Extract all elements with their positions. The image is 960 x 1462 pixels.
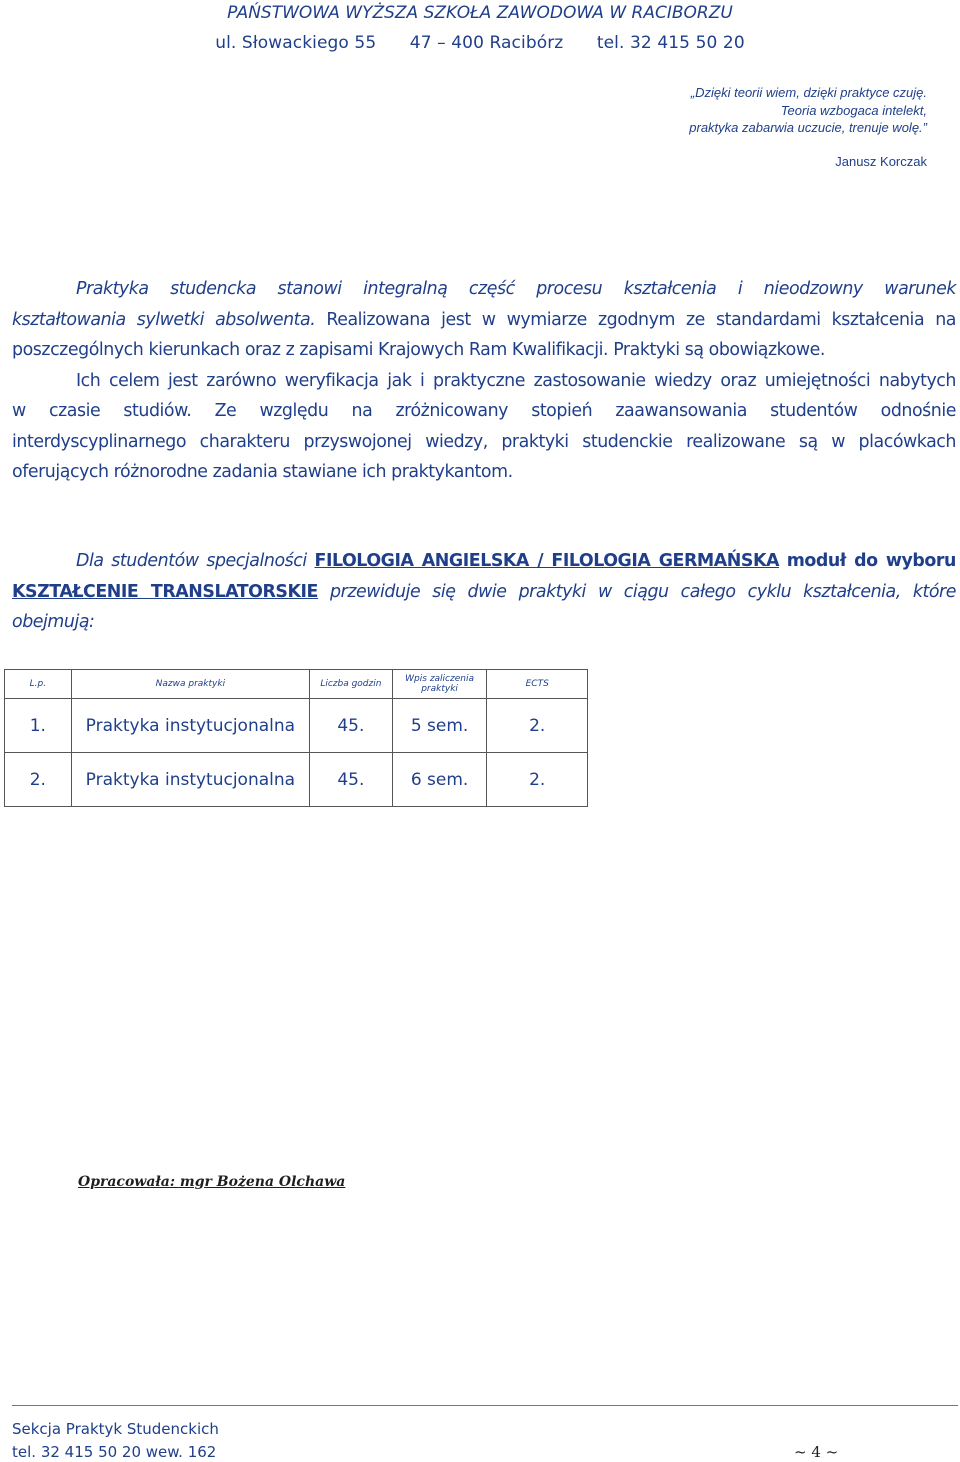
cell-entry: 6 sem. — [392, 753, 487, 807]
header-entry: Wpis zaliczenia praktyki — [392, 670, 487, 699]
header-lp: L.p. — [5, 670, 72, 699]
address-street: ul. Słowackiego 55 — [215, 33, 377, 53]
intro-line-2a: kształtowania sylwetki absolwenta. — [12, 309, 316, 330]
intro-paragraph — [12, 274, 956, 488]
specialty-post: przewiduje się dwie praktyki w ciągu całego cyklu kształcenia, które — [318, 581, 956, 602]
cell-hours: 45. — [310, 699, 393, 753]
cell-hours: 45. — [310, 753, 393, 807]
cell-lp: 1. — [5, 699, 72, 753]
header-ects: ECTS — [487, 670, 588, 699]
specialty-line-3: obejmują: — [12, 612, 95, 632]
intro-line-2 — [12, 305, 956, 336]
address-phone: tel. 32 415 50 20 — [596, 33, 745, 53]
specialty-paragraph — [12, 546, 956, 638]
intro-line-5: w czasie studiów. Ze względu na zróżnicowany stopień zaawansowania studentów odnośnie — [12, 401, 956, 421]
intro-line-2b: Realizowana jest w wymiarze zgodnym ze standardami kształcenia na — [315, 309, 956, 330]
intro-line-6: interdyscyplinarnego charakteru przyswojonej wiedzy, praktyki studenckie realizowane są w placówkach — [12, 431, 956, 452]
specialty-pre: Dla studentów specjalności — [76, 551, 315, 571]
internship-table — [4, 669, 588, 807]
cell-ects: 2. — [487, 699, 588, 753]
school-name: PAŃSTWOWA WYŻSZA SZKOŁA ZAWODOWA W RACIBORZU — [227, 3, 733, 23]
intro-line-1: Praktyka studencka stanowi integralną część procesu kształcenia i nieodzowny warunek — [76, 279, 956, 299]
quote-line-2: Teoria wzbogaca intelekt, — [780, 102, 927, 118]
footer-divider — [12, 1405, 958, 1406]
header-hours: Liczba godzin — [310, 670, 393, 699]
school-address — [0, 33, 960, 53]
motto-quote — [689, 84, 927, 137]
page-number: ~ 4 ~ — [794, 1443, 839, 1461]
footer-phone: tel. 32 415 50 20 wew. 162 — [12, 1443, 217, 1461]
specialty-name-2: KSZTAŁCENIE TRANSLATORSKIE — [12, 581, 318, 602]
intro-line-7: oferujących różnorodne zadania stawiane ich praktykantom. — [12, 462, 513, 482]
intro-line-4: Ich celem jest zarówno weryfikacja jak i praktyczne zastosowanie wiedzy oraz umiejętności nabytych — [76, 370, 956, 391]
table-row — [5, 753, 588, 807]
specialty-module: moduł do wyboru — [786, 551, 956, 571]
cell-entry: 5 sem. — [392, 699, 487, 753]
intro-line-3: poszczególnych kierunkach oraz z zapisami Krajowych Ram Kwalifikacji. Praktyki są obowiązkowe. — [12, 340, 825, 360]
footer-section: Sekcja Praktyk Studenckich — [12, 1420, 219, 1438]
author-signature: Opracowała: mgr Bożena Olchawa — [78, 1174, 346, 1190]
address-city: 47 – 400 Racibórz — [409, 33, 564, 53]
cell-name: Praktyka instytucjonalna — [71, 753, 309, 807]
cell-ects: 2. — [487, 753, 588, 807]
specialty-name-1: FILOLOGIA ANGIELSKA / FILOLOGIA GERMAŃSKA — [314, 551, 779, 571]
specialty-space — [779, 551, 787, 571]
quote-author: Janusz Korczak — [835, 154, 927, 169]
table-header-row — [5, 670, 588, 699]
quote-line-1: „Dzięki teorii wiem, dzięki praktyce czuję. — [690, 85, 927, 100]
header-name: Nazwa praktyki — [71, 670, 309, 699]
cell-lp: 2. — [5, 753, 72, 807]
table-row — [5, 699, 588, 753]
specialty-line-1 — [12, 546, 956, 577]
cell-name: Praktyka instytucjonalna — [71, 699, 309, 753]
specialty-line-2 — [12, 577, 956, 608]
quote-line-3: praktyka zabarwia uczucie, trenuje wolę.” — [689, 120, 927, 135]
